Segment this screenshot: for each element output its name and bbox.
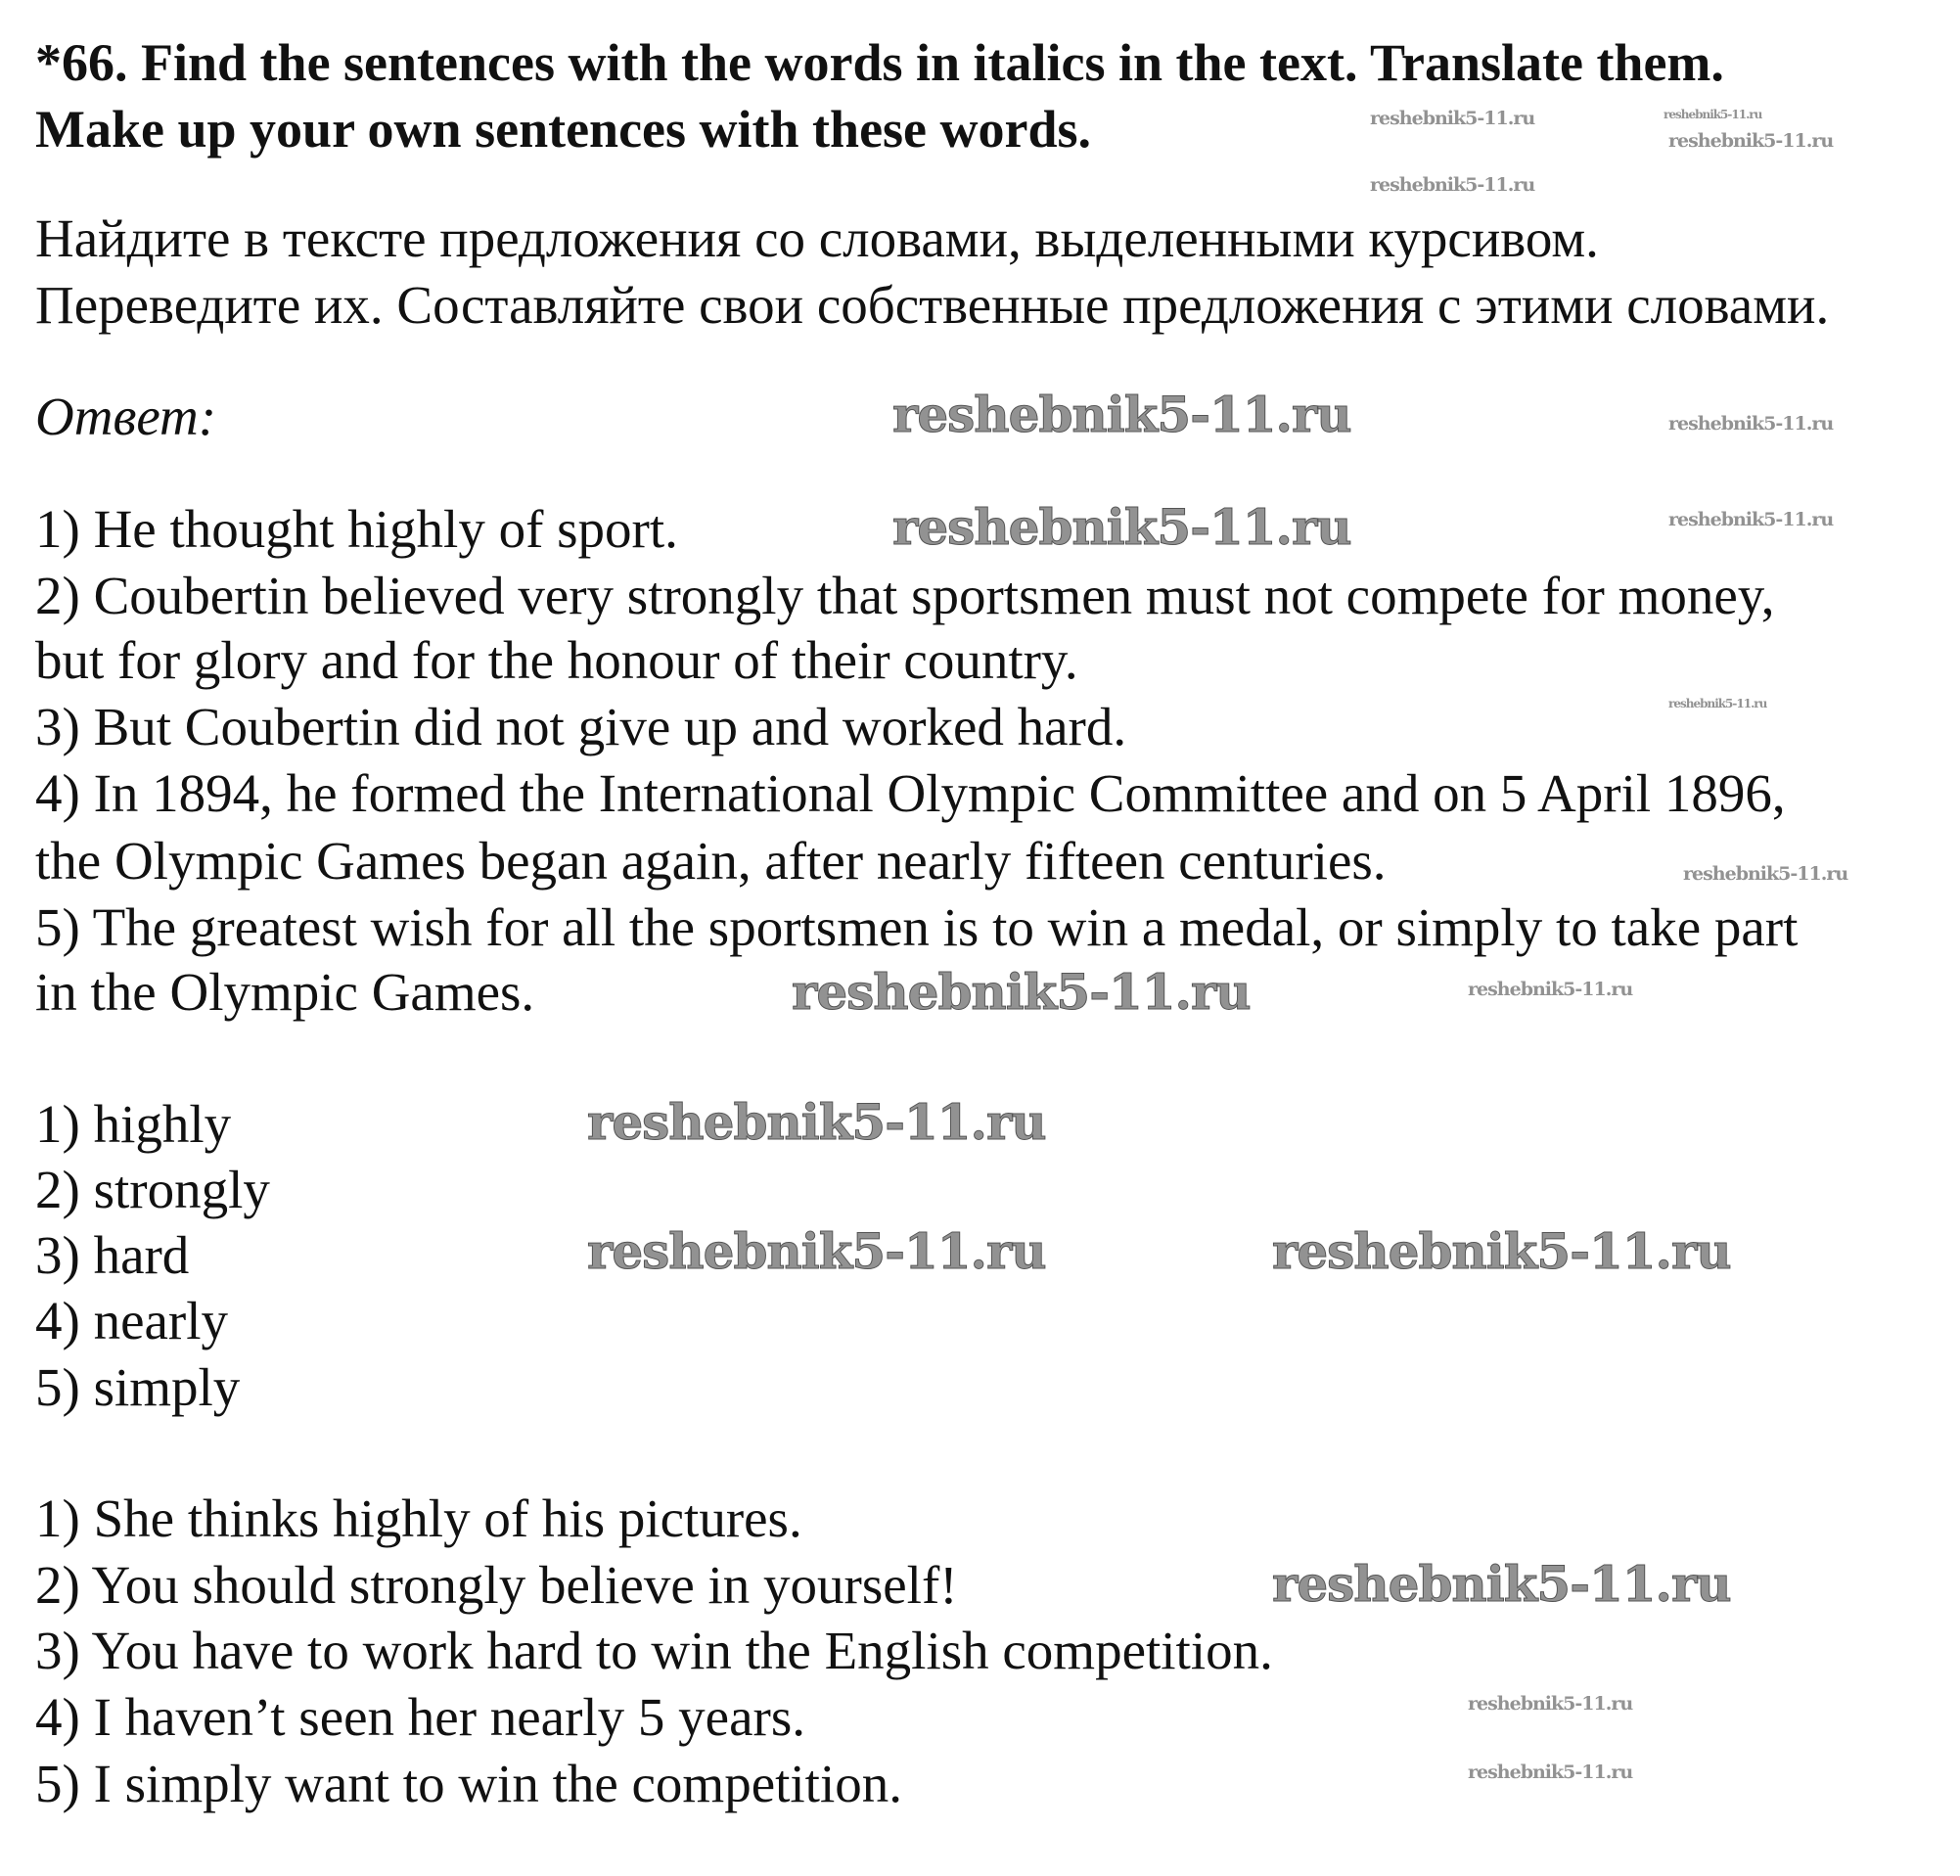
watermark: reshebnik5-11.ru bbox=[892, 386, 1351, 443]
text-sentence: but for glory and for the honour of their country. bbox=[35, 630, 1078, 690]
watermark: reshebnik5-11.ru bbox=[1272, 1555, 1731, 1613]
text-sentence: 1) He thought highly of sport. bbox=[35, 499, 678, 559]
word-item: 4) nearly bbox=[35, 1291, 228, 1350]
word-item: 3) hard bbox=[35, 1225, 190, 1285]
watermark: reshebnik5-11.ru bbox=[587, 1222, 1046, 1280]
watermark: reshebnik5-11.ru bbox=[1468, 979, 1633, 1000]
watermark: reshebnik5-11.ru bbox=[1668, 130, 1834, 152]
watermark: reshebnik5-11.ru bbox=[1664, 108, 1762, 121]
word-item: 1) highly bbox=[35, 1094, 232, 1154]
watermark: reshebnik5-11.ru bbox=[587, 1093, 1046, 1151]
text-sentence: 3) But Coubertin did not give up and worked hard. bbox=[35, 697, 1127, 756]
watermark: reshebnik5-11.ru bbox=[1468, 1693, 1633, 1715]
answer-label: Ответ: bbox=[35, 387, 217, 446]
watermark: reshebnik5-11.ru bbox=[1272, 1222, 1731, 1280]
watermark: reshebnik5-11.ru bbox=[1370, 174, 1535, 196]
watermark: reshebnik5-11.ru bbox=[1370, 108, 1535, 129]
text-sentence: the Olympic Games began again, after nearly fifteen centuries. bbox=[35, 831, 1387, 891]
own-sentence: 4) I haven’t seen her nearly 5 years. bbox=[35, 1687, 805, 1747]
title-line-1: *66. Find the sentences with the words in italics in the text. Translate them. bbox=[35, 33, 1724, 92]
watermark: reshebnik5-11.ru bbox=[1668, 697, 1767, 710]
translation-line-2: Переведите их. Составляйте свои собственные предложения с этими словами. bbox=[35, 275, 1830, 335]
text-sentence: 5) The greatest wish for all the sportsmen is to win a medal, or simply to take part bbox=[35, 897, 1799, 957]
own-sentence: 2) You should strongly believe in yourself! bbox=[35, 1555, 958, 1615]
watermark: reshebnik5-11.ru bbox=[892, 498, 1351, 556]
text-sentence: 2) Coubertin believed very strongly that sportsmen must not compete for money, bbox=[35, 566, 1775, 625]
watermark: reshebnik5-11.ru bbox=[792, 963, 1251, 1021]
word-item: 2) strongly bbox=[35, 1160, 270, 1219]
text-sentence: 4) In 1894, he formed the International Olympic Committee and on 5 April 1896, bbox=[35, 763, 1786, 823]
translation-line-1: Найдите в тексте предложения со словами, выделенными курсивом. bbox=[35, 208, 1599, 268]
own-sentence: 1) She thinks highly of his pictures. bbox=[35, 1488, 802, 1548]
word-item: 5) simply bbox=[35, 1357, 241, 1417]
watermark: reshebnik5-11.ru bbox=[1683, 863, 1848, 885]
watermark: reshebnik5-11.ru bbox=[1668, 413, 1834, 435]
title-line-2: Make up your own sentences with these words. bbox=[35, 100, 1092, 159]
own-sentence: 3) You have to work hard to win the English competition. bbox=[35, 1621, 1273, 1680]
text-sentence: in the Olympic Games. bbox=[35, 962, 535, 1022]
own-sentence: 5) I simply want to win the competition. bbox=[35, 1754, 902, 1813]
watermark: reshebnik5-11.ru bbox=[1668, 509, 1834, 530]
watermark: reshebnik5-11.ru bbox=[1468, 1762, 1633, 1783]
